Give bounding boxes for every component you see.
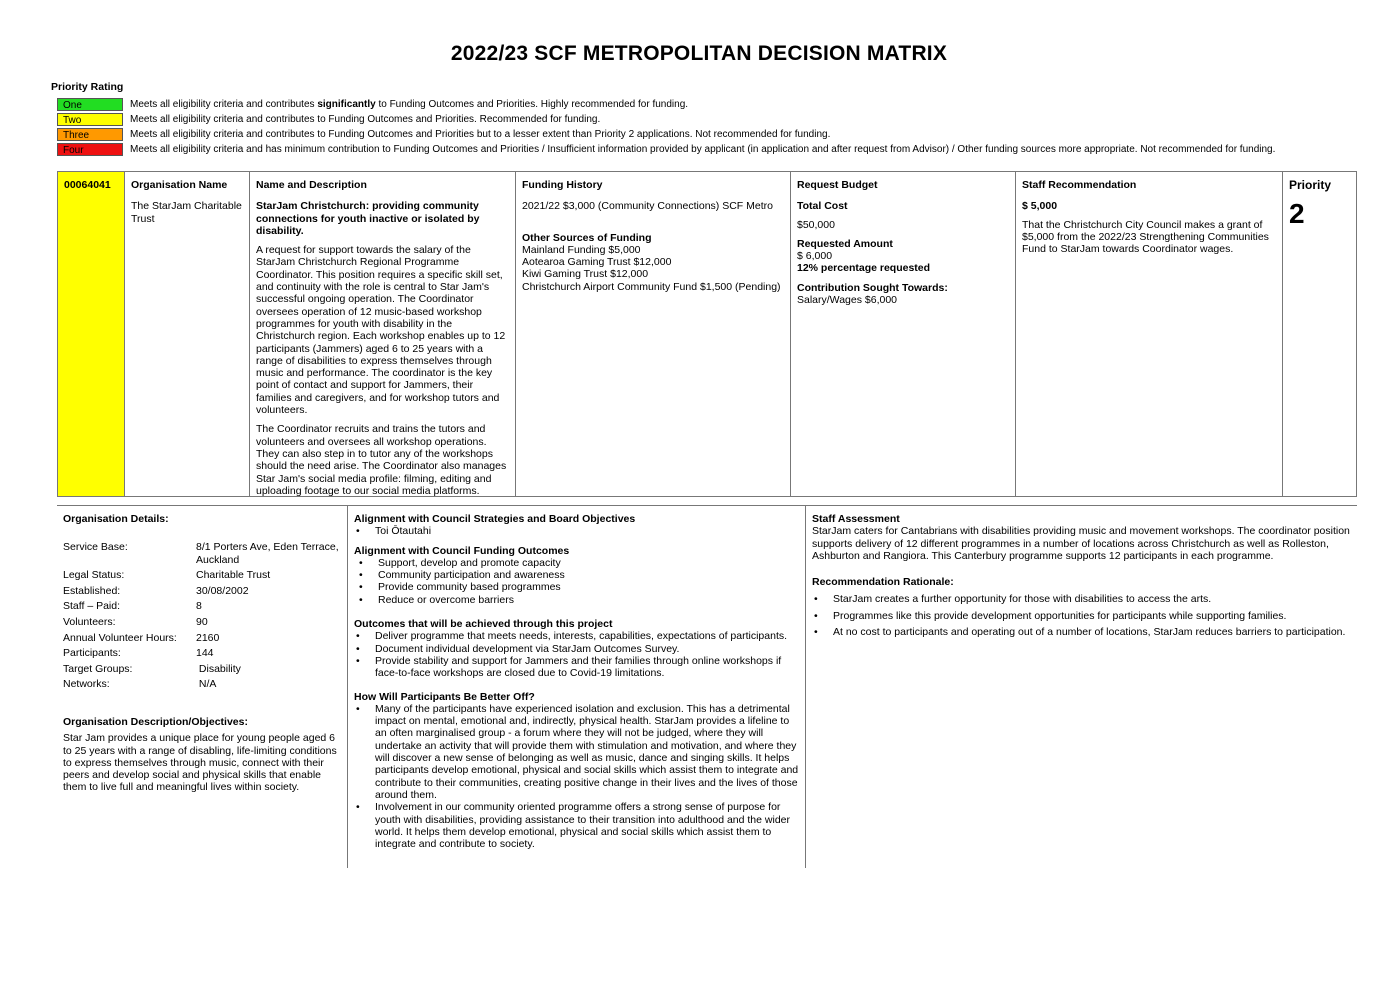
priority-heading: Priority <box>1289 178 1332 192</box>
better-off-item: • Many of the participants have experienced isolation and exclusion. This has a detrimental impact on mental, emotional and, indirectly, physical health. StarJam provides a lifeline to an often marginalised group - a forum where they will not be judged, where they will undertake an activity that will provide them with stimulation and motivation, and where they will discover a new sense of belonging as well as music, dance and singing skills. It helps participants develop emotional, physical and social skills which assist them to integrate and contribute to their communities, creating positive change in their lives and the lives of those around them. <box>354 703 799 801</box>
project-outcomes-heading: Outcomes that will be achieved through this project <box>354 618 613 631</box>
alignment-column <box>348 506 806 868</box>
priority-desc-four: Meets all eligibility criteria and has minimum contribution to Funding Outcomes and Priorities / Insufficient information provided by applicant (in application and after request from Advisor) / Other funding sources more appropriate. Not recommended for funding. <box>130 143 1276 155</box>
project-title: StarJam Christchurch: providing community connections for youth inactive or isolated by disability. <box>256 200 480 237</box>
rationale-item: • At no cost to participants and operating out of a number of locations, StarJam reduces barriers to participation. <box>812 626 1351 638</box>
priority-badge-two: Two <box>57 113 123 126</box>
priority-desc-two: Meets all eligibility criteria and contributes to Funding Outcomes and Priorities. Recommended for funding. <box>130 113 601 125</box>
funding-history-heading: Funding History <box>522 179 603 191</box>
priority-badge-three: Three <box>57 128 123 141</box>
total-cost-label: Total Cost <box>797 200 848 213</box>
priority-cell <box>1283 172 1356 496</box>
detail-row: Staff – Paid: 8 <box>63 600 202 613</box>
other-source: Aotearoa Gaming Trust $12,000 <box>522 256 672 269</box>
other-sources-heading: Other Sources of Funding <box>522 231 652 244</box>
staff-recommendation-amount: $ 5,000 <box>1022 200 1058 213</box>
detail-row: Participants: 144 <box>63 647 214 660</box>
funding-history-cell <box>516 172 791 496</box>
detail-row: Networks: N/A <box>63 678 217 691</box>
funding-outcome-item: • Community participation and awareness <box>357 569 799 581</box>
staff-recommendation-text: That the Christchurch City Council makes a grant of $5,000 from the 2022/23 Strengthening Communities Fund to StarJam towards Coordinator wages. <box>1022 218 1269 256</box>
priority-row-one <box>57 97 688 111</box>
staff-recommendation-heading: Staff Recommendation <box>1022 179 1137 191</box>
staff-recommendation-cell <box>1016 172 1283 496</box>
contribution-label: Contribution Sought Towards: <box>797 281 948 294</box>
organisation-name-heading: Organisation Name <box>131 179 228 191</box>
application-id-cell <box>58 172 125 496</box>
contribution-value: Salary/Wages $6,000 <box>797 294 898 307</box>
percentage-requested: 12% percentage requested <box>797 262 931 275</box>
organisation-name-cell <box>125 172 250 496</box>
priority-row-three <box>57 127 830 141</box>
assessment-section <box>57 505 1357 868</box>
organisation-details-column <box>57 506 348 868</box>
organisation-details-heading: Organisation Details: <box>63 513 169 525</box>
other-source: Christchurch Airport Community Fund $1,500 (Pending) <box>522 280 781 293</box>
project-description-1: A request for support towards the salary of the StarJam Christchurch Regional Programme Coordinator. This position requires a specific skill set, and continuity with the role is central to Star Jam's successful ongoing operation. The Coordinator oversees operation of 12 music-based workshop programmes for youth with disability in the Christchurch region. Each workshop enables up to 12 participants (Jammers) aged 6 to 25 years with a range of disabilities to express themselves through music and performance. The coordinator is the key point of contact and support for Jammers, their families and caregivers, and for workshop tutors and volunteers. <box>256 244 506 417</box>
strategies-heading: Alignment with Council Strategies and Board Objectives <box>354 513 636 525</box>
staff-assessment-column <box>806 506 1357 868</box>
other-source: Kiwi Gaming Trust $12,000 <box>522 268 649 281</box>
project-outcome-item: • Document individual development via StarJam Outcomes Survey. <box>354 643 799 655</box>
project-description-2: The Coordinator recruits and trains the tutors and volunteers and oversees all workshop operations. They can also step in to tutor any of the workshops should the need arise. The Coordinator also manages Star Jam's social media profile: filming, editing and uploading footage to our social media platforms. <box>256 423 507 497</box>
priority-rating-heading: Priority Rating <box>51 81 124 93</box>
funding-outcome-item: • Reduce or overcome barriers <box>357 594 799 606</box>
detail-row: Volunteers: 90 <box>63 615 208 628</box>
detail-row: Established: 30/08/2002 <box>63 584 249 597</box>
detail-row: Service Base: 8/1 Porters Ave, Eden Terrace, Auckland <box>63 541 339 566</box>
priority-badge-four: Four <box>57 143 123 156</box>
page-title: 2022/23 SCF METROPOLITAN DECISION MATRIX <box>450 42 948 65</box>
strategy-item: • Toi Ōtautahi <box>354 525 799 537</box>
rationale-item: • StarJam creates a further opportunity for those with disabilities to access the arts. <box>812 593 1351 605</box>
total-cost-value: $50,000 <box>797 218 835 231</box>
priority-value: 2 <box>1289 198 1305 230</box>
application-table <box>57 171 1357 497</box>
project-outcome-item: • Provide stability and support for Jammers and their families through online workshops if face-to-face workshops are closed due to Covid-19 limitations. <box>354 655 799 680</box>
priority-badge-one: One <box>57 98 123 111</box>
staff-assessment-heading: Staff Assessment <box>812 513 900 525</box>
priority-desc-one: Meets all eligibility criteria and contributes significantly to Funding Outcomes and Priorities. Highly recommended for funding. <box>130 98 689 110</box>
detail-row: Target Groups: Disability <box>63 662 241 675</box>
priority-row-two <box>57 112 600 126</box>
detail-row: Legal Status: Charitable Trust <box>63 569 271 582</box>
funding-outcome-item: • Provide community based programmes <box>357 581 799 593</box>
better-off-heading: How Will Participants Be Better Off? <box>354 690 535 703</box>
other-source: Mainland Funding $5,000 <box>522 243 641 256</box>
organisation-name: The StarJam Charitable Trust <box>131 200 242 225</box>
application-id: 00064041 <box>64 179 111 191</box>
organisation-description: Star Jam provides a unique place for young people aged 6 to 25 years with a range of disabling, life-limiting conditions to express themselves through music, connect with their peers and develop social and physical skills that enable them to live full and meaningful lives within society. <box>63 732 337 794</box>
priority-row-four <box>57 142 1275 156</box>
priority-desc-three: Meets all eligibility criteria and contributes to Funding Outcomes and Priorities but to a lesser extent than Priority 2 applications. Not recommended for funding. <box>130 128 831 140</box>
requested-amount-value: $ 6,000 <box>797 250 833 263</box>
staff-assessment-text: StarJam caters for Cantabrians with disabilities providing music and movement workshops. The coordinator position supports delivery of 12 different programmes in a number of locations across Christchurch as well as Rolleston, Ashburton and Rangiora. This Canterbury programme supports 12 participants in each programme. <box>812 525 1350 562</box>
better-off-item: • Involvement in our community oriented programme offers a strong sense of purpose for youth with disabilities, providing assistance to their transition into adulthood and the wider world. It helps them develop emotional, physical and social skills which assist them to integrate and contribute to society. <box>354 801 799 850</box>
funding-outcome-item: • Support, develop and promote capacity <box>357 557 799 569</box>
detail-row: Annual Volunteer Hours: 2160 <box>63 631 220 644</box>
request-budget-heading: Request Budget <box>797 179 878 191</box>
funding-outcomes-heading: Alignment with Council Funding Outcomes <box>354 544 570 557</box>
rationale-item: • Programmes like this provide development opportunities for participants while supporting families. <box>812 610 1351 622</box>
funding-history: 2021/22 $3,000 (Community Connections) SCF Metro <box>522 200 773 213</box>
recommendation-rationale-heading: Recommendation Rationale: <box>812 576 954 589</box>
requested-amount-label: Requested Amount <box>797 237 893 250</box>
organisation-description-heading: Organisation Description/Objectives: <box>63 715 248 728</box>
name-description-heading: Name and Description <box>256 179 367 191</box>
project-outcome-item: • Deliver programme that meets needs, interests, capabilities, expectations of participants. <box>354 630 799 642</box>
name-description-cell <box>250 172 516 496</box>
request-budget-cell <box>791 172 1016 496</box>
